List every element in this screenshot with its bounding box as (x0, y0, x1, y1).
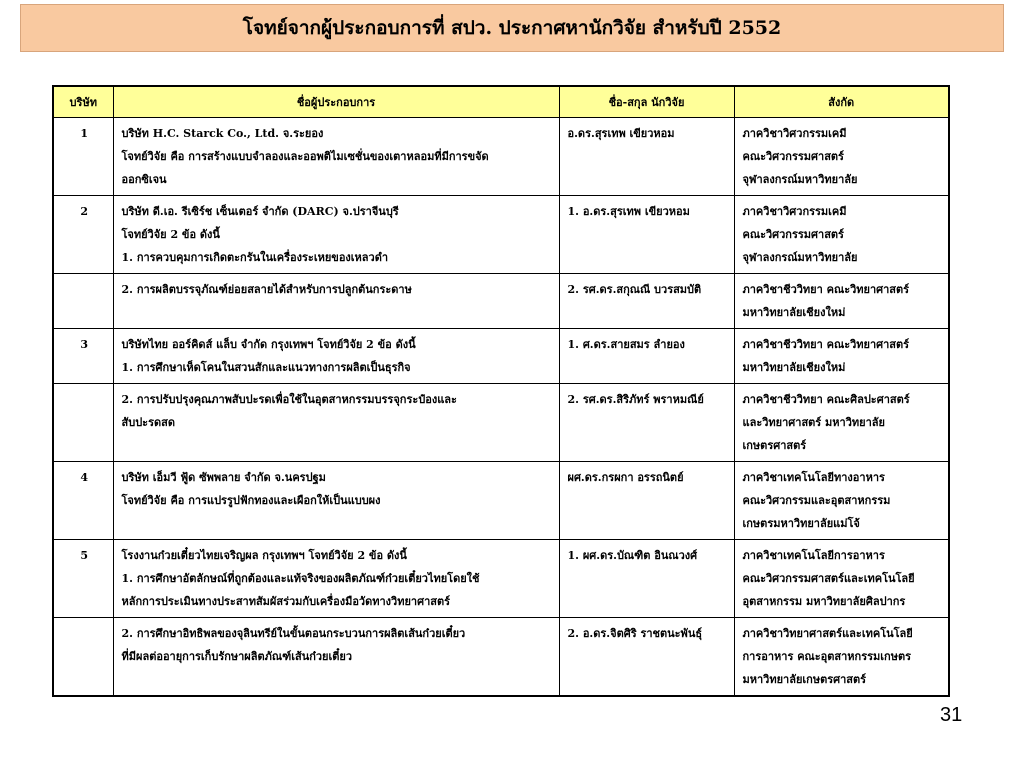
cell-operator-line: 2. การศึกษาอิทธิพลของจุลินทรีย์ในขั้นตอนกระบวนการผลิตเส้นก๋วยเตี๋ยว (121, 627, 466, 640)
cell-company-number: 2 (53, 196, 113, 274)
cell-operator-line: โจทย์วิจัย คือ การแปรรูปฟักทองและเผือกให้เป็นแบบผง (121, 494, 381, 507)
cell-operator (113, 196, 559, 274)
cell-operator-line: ออกซิเจน (121, 173, 167, 186)
table-body (53, 118, 949, 697)
cell-operator-line: สับปะรดสด (121, 416, 175, 429)
cell-researcher (559, 329, 734, 384)
cell-operator (113, 329, 559, 384)
cell-affiliation-line: คณะวิศวกรรมและอุตสาหกรรม (742, 494, 891, 507)
slide-title-bar (20, 4, 1004, 52)
cell-affiliation-line: เกษตรศาสตร์ (742, 439, 807, 452)
cell-operator (113, 462, 559, 540)
cell-operator-line: 2. การปรับปรุงคุณภาพสับปะรดเพื่อใช้ในอุตสาหกรรมบรรจุกระป๋องและ (121, 393, 457, 406)
header-operator: ชื่อผู้ประกอบการ (113, 86, 559, 118)
cell-operator-line: โจทย์วิจัย 2 ข้อ ดังนี้ (121, 228, 220, 241)
cell-affiliation-line: และวิทยาศาสตร์ มหาวิทยาลัย (742, 416, 885, 429)
cell-affiliation (734, 540, 949, 618)
cell-researcher-line: 2. รศ.ดร.สิริภัทร์ พราหมณีย์ (567, 393, 704, 406)
cell-affiliation (734, 196, 949, 274)
table-row (53, 384, 949, 462)
cell-affiliation-line: จุฬาลงกรณ์มหาวิทยาลัย (742, 173, 858, 186)
cell-operator-line: บริษัทไทย ออร์คิดส์ แล็บ จำกัด กรุงเทพฯ โจทย์วิจัย 2 ข้อ ดังนี้ (121, 338, 416, 351)
cell-operator-line: หลักการประเมินทางประสาทสัมผัสร่วมกับเครื่องมือวัดทางวิทยาศาสตร์ (121, 595, 451, 608)
cell-operator-line: 1. การศึกษาอัตลักษณ์ที่ถูกต้องและแท้จริงของผลิตภัณฑ์ก๋วยเตี๋ยวไทยโดยใช้ (121, 572, 480, 585)
cell-affiliation-line: มหาวิทยาลัยเชียงใหม่ (742, 306, 846, 319)
cell-affiliation-line: อุตสาหกรรม มหาวิทยาลัยศิลปากร (742, 595, 906, 608)
cell-affiliation-line: คณะวิศวกรรมศาสตร์และเทคโนโลยี (742, 572, 915, 585)
cell-affiliation-line: มหาวิทยาลัยเกษตรศาสตร์ (742, 673, 867, 686)
slide-title: โจทย์จากผู้ประกอบการที่ สปว. ประกาศหานักวิจัย สำหรับปี 2552 (242, 17, 782, 39)
cell-affiliation-line: คณะวิศวกรรมศาสตร์ (742, 150, 844, 163)
cell-researcher (559, 384, 734, 462)
table-row (53, 329, 949, 384)
header-affiliation: สังกัด (734, 86, 949, 118)
cell-operator-line: 2. การผลิตบรรจุภัณฑ์ย่อยสลายได้สำหรับการปลูกต้นกระดาษ (121, 283, 412, 296)
cell-affiliation-line: ภาควิชาเทคโนโลยีการอาหาร (742, 549, 885, 562)
cell-operator-line: บริษัท เอ็มวี ฟู้ด ซัพพลาย จำกัด จ.นครปฐม (121, 471, 326, 484)
cell-affiliation-line: ภาควิชาวิศวกรรมเคมี (742, 205, 847, 218)
cell-affiliation-line: เกษตรมหาวิทยาลัยแม่โจ้ (742, 517, 860, 530)
cell-affiliation-line: การอาหาร คณะอุตสาหกรรมเกษตร (742, 650, 912, 663)
cell-affiliation (734, 118, 949, 196)
cell-researcher (559, 118, 734, 196)
cell-company-number (53, 274, 113, 329)
cell-operator-line: 1. การควบคุมการเกิดตะกรันในเครื่องระเหยของเหลวดำ (121, 251, 389, 264)
page-number: 31 (940, 704, 963, 726)
cell-researcher-line: 2. อ.ดร.จิตศิริ ราชตนะพันธุ์ (567, 627, 703, 640)
cell-company-number: 3 (53, 329, 113, 384)
cell-operator (113, 118, 559, 196)
table-row (53, 462, 949, 540)
cell-researcher-line: 1. อ.ดร.สุรเทพ เขียวหอม (567, 205, 690, 218)
cell-affiliation (734, 329, 949, 384)
cell-affiliation-line: จุฬาลงกรณ์มหาวิทยาลัย (742, 251, 858, 264)
cell-researcher (559, 196, 734, 274)
cell-affiliation (734, 462, 949, 540)
cell-researcher (559, 462, 734, 540)
cell-researcher-line: 1. ผศ.ดร.บัณฑิต อินณวงศ์ (567, 549, 698, 562)
cell-researcher (559, 274, 734, 329)
cell-operator-line: โรงงานก๋วยเตี๋ยวไทยเจริญผล กรุงเทพฯ โจทย์วิจัย 2 ข้อ ดังนี้ (121, 549, 407, 562)
table-row (53, 274, 949, 329)
cell-operator-line: บริษัท H.C. Starck Co., Ltd. จ.ระยอง (121, 127, 324, 140)
cell-company-number: 4 (53, 462, 113, 540)
cell-operator-line: บริษัท ดี.เอ. รีเซิร์ช เซ็นเตอร์ จำกัด (DARC) จ.ปราจีนบุรี (121, 205, 399, 218)
cell-operator (113, 618, 559, 697)
cell-affiliation-line: ภาควิชาเทคโนโลยีทางอาหาร (742, 471, 885, 484)
cell-company-number: 5 (53, 540, 113, 618)
cell-affiliation (734, 618, 949, 697)
cell-researcher-line: 2. รศ.ดร.สกุณณี บวรสมบัติ (567, 283, 702, 296)
cell-researcher-line: 1. ศ.ดร.สายสมร ลำยอง (567, 338, 685, 351)
cell-company-number (53, 384, 113, 462)
cell-operator (113, 274, 559, 329)
table-header-row (53, 86, 949, 118)
table-row (53, 540, 949, 618)
table-row (53, 196, 949, 274)
cell-researcher-line: อ.ดร.สุรเทพ เขียวหอม (567, 127, 675, 140)
cell-researcher (559, 618, 734, 697)
cell-operator-line: 1. การศึกษาเห็ดโคนในสวนสักและแนวทางการผลิตเป็นธุรกิจ (121, 361, 411, 374)
header-researcher: ชื่อ-สกุล นักวิจัย (559, 86, 734, 118)
research-table (52, 85, 950, 697)
cell-operator-line: ที่มีผลต่ออายุการเก็บรักษาผลิตภัณฑ์เส้นก๋วยเตี๋ยว (121, 650, 353, 663)
cell-affiliation (734, 384, 949, 462)
cell-researcher (559, 540, 734, 618)
cell-affiliation-line: ภาควิชาชีววิทยา คณะศิลปะศาสตร์ (742, 393, 910, 406)
cell-affiliation (734, 274, 949, 329)
cell-operator (113, 540, 559, 618)
cell-affiliation-line: ภาควิชาวิทยาศาสตร์และเทคโนโลยี (742, 627, 913, 640)
cell-operator-line: โจทย์วิจัย คือ การสร้างแบบจำลองและออพติไมเซชั่นของเตาหลอมที่มีการขจัด (121, 150, 489, 163)
table-row (53, 618, 949, 697)
cell-affiliation-line: มหาวิทยาลัยเชียงใหม่ (742, 361, 846, 374)
cell-affiliation-line: ภาควิชาวิศวกรรมเคมี (742, 127, 847, 140)
cell-operator (113, 384, 559, 462)
cell-company-number (53, 618, 113, 697)
cell-affiliation-line: ภาควิชาชีววิทยา คณะวิทยาศาสตร์ (742, 283, 910, 296)
cell-affiliation-line: ภาควิชาชีววิทยา คณะวิทยาศาสตร์ (742, 338, 910, 351)
table-row (53, 118, 949, 196)
cell-researcher-line: ผศ.ดร.กรผกา อรรถนิตย์ (567, 471, 684, 484)
cell-company-number: 1 (53, 118, 113, 196)
header-company: บริษัท (53, 86, 113, 118)
cell-affiliation-line: คณะวิศวกรรมศาสตร์ (742, 228, 844, 241)
